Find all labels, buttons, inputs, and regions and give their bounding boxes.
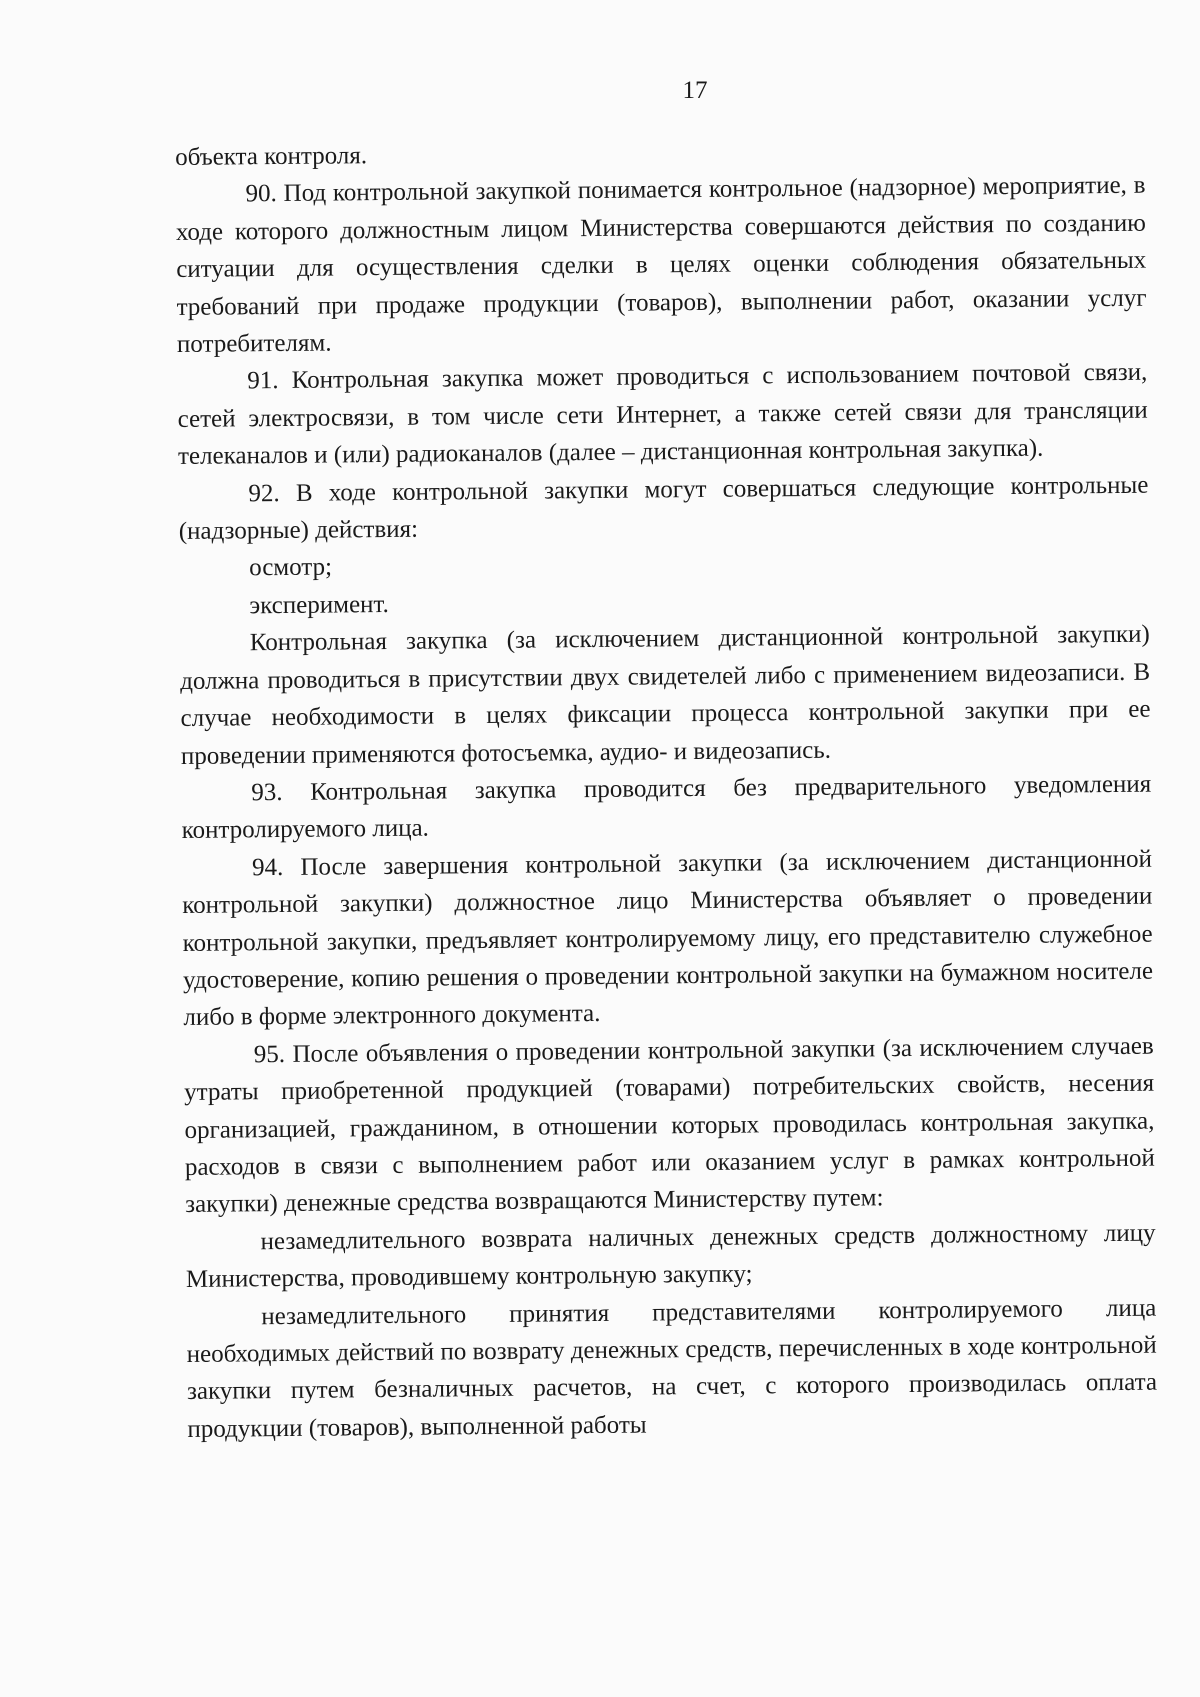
paragraph-cash-return: незамедлительного возврата наличных денежных средств должностному лицу Министерства, проводившему контрольную закупку; bbox=[185, 1219, 1156, 1294]
list-item-inspection: осмотр; bbox=[248, 553, 333, 582]
page-number: 17 bbox=[682, 77, 708, 104]
paragraph-continuation: объекта контроля. bbox=[175, 142, 368, 171]
paragraph-90: 90. Под контрольной закупкой понимается контрольное (надзорное) мероприятие, в ходе которого должностным лицом Министерства совершаются действия по созданию ситуации для осуществления сделки в целях оценки соблюдения обязательных требований при продаже продукции (товаров), выполнении работ, оказании услуг потребителям. bbox=[175, 172, 1147, 359]
list-item-experiment: эксперимент. bbox=[249, 590, 389, 620]
paragraph-92: 92. В ходе контрольной закупки могут совершаться следующие контрольные (надзорные) действия: bbox=[178, 471, 1149, 546]
paragraph-91: 91. Контрольная закупка может проводиться с использованием почтовой связи, сетей электросвязи, в том числе сети Интернет, а также сетей связи для трансляции телеканалов и (или) радиоканалов (далее – дистанционная контрольная закупка). bbox=[177, 359, 1148, 471]
paragraph-93: 93. Контрольная закупка проводится без предварительного уведомления контролируемого лица. bbox=[181, 770, 1152, 845]
document-body bbox=[175, 130, 1158, 1448]
paragraph-witnesses: Контрольная закупка (за исключением дистанционной контрольной закупки) должна проводиться в присутствии двух свидетелей либо с применением видеозаписи. В случае необходимости в целях фиксации процесса контрольной закупки при ее проведении применяются фотосъемка, аудио- и видеозапись. bbox=[180, 620, 1151, 770]
paragraph-noncash-return: незамедлительного принятия представителями контролируемого лица необходимых действий по возврату денежных средств, перечисленных в ходе контрольной закупки путем безналичных расчетов, на счет, с которого производилась оплата продукции (товаров), выполненной работы bbox=[186, 1294, 1158, 1443]
paragraph-95: 95. После объявления о проведении контрольной закупки (за исключением случаев утраты приобретенной продукцией (товарами) потребительских свойств, несения организацией, гражданином, в отношении которых проводилась контрольная закупка, расходов в связи с выполнением работ или оказанием услуг в рамках контрольной закупки) денежные средства возвращаются Министерству путем: bbox=[184, 1032, 1155, 1219]
paragraph-94: 94. После завершения контрольной закупки (за исключением дистанционной контрольной закупки) должностное лицо Министерства объявляет о проведении контрольной закупки, предъявляет контролируемому лицу, его представителю служебное удостоверение, копию решения о проведении контрольной закупки на бумажном носителе либо в форме электронного документа. bbox=[182, 845, 1154, 1032]
